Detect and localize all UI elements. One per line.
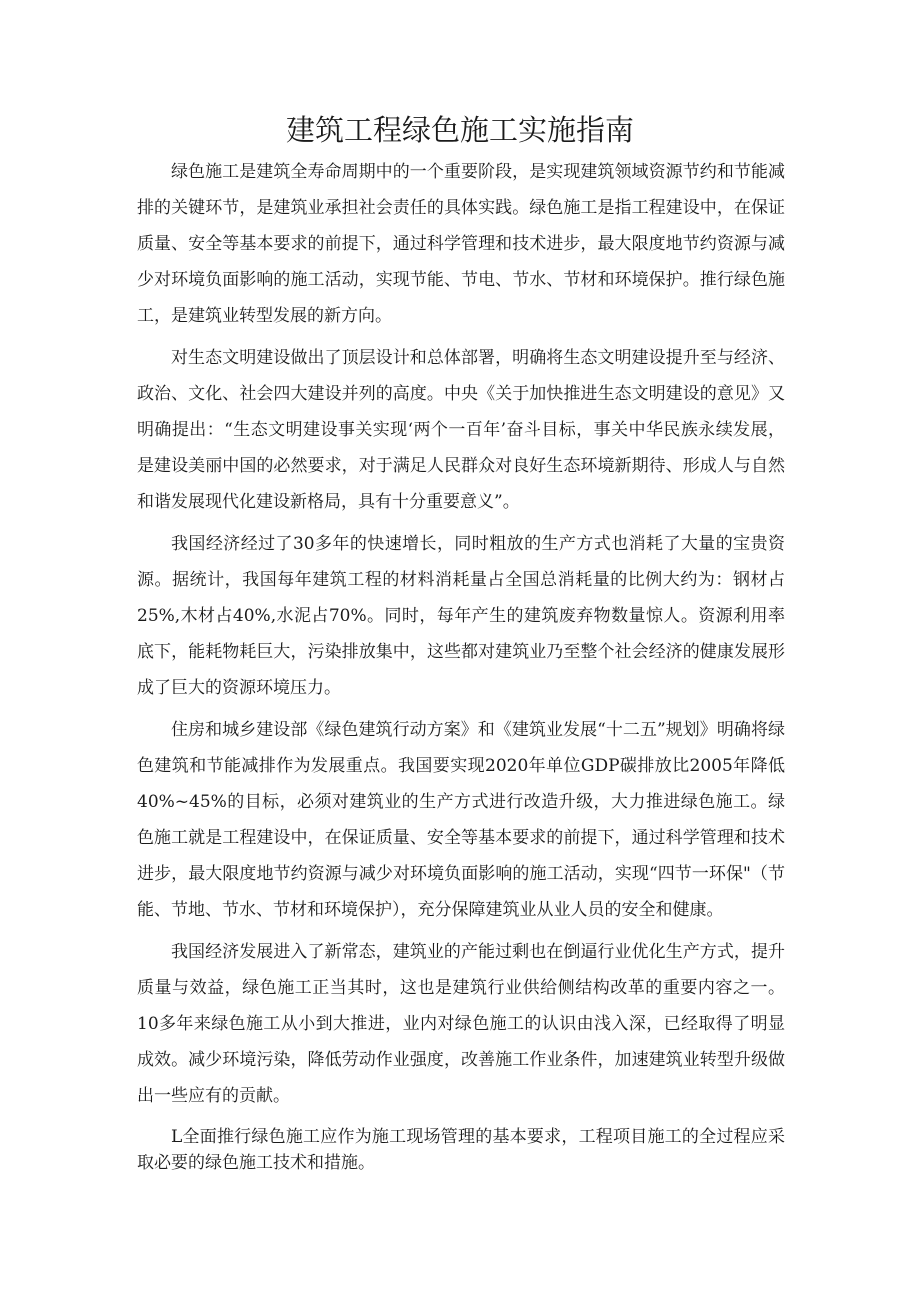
paragraph-6: L全面推行绿色施工应作为施工现场管理的基本要求，工程项目施工的全过程应采取必要的绿色施工技术和措施。 — [137, 1127, 785, 1173]
document-body — [137, 154, 785, 1182]
paragraph-3: 我国经济经过了30多年的快速增长，同时粗放的生产方式也消耗了大量的宝贵资源。据统计，我国每年建筑工程的材料消耗量占全国总消耗量的比例大约为：钢材占25%,木材占40%,水泥占70%。同时，每年产生的建筑废弃物数量惊人。资源利用率底下，能耗物耗巨大，污染排放集中，这些都对建筑业乃至整个社会经济的健康发展形成了巨大的资源环境压力。 — [137, 534, 785, 698]
paragraph-4: 住房和城乡建设部《绿色建筑行动方案》和《建筑业发展“十二五”规划》明确将绿色建筑和节能减排作为发展重点。我国要实现2020年单位GDP碳排放比2005年降低40%~45%的目标，必须对建筑业的生产方式进行改造升级，大力推进绿色施工。绿色施工就是工程建设中，在保证质量、安全等基本要求的前提下，通过科学管理和技术进步，最大限度地节约资源与减少对环境负面影响的施工活动，实现“四节一环保"（节能、节地、节水、节材和环境保护），充分保障建筑业从业人员的安全和健康。 — [137, 720, 785, 920]
paragraph-5: 我国经济发展进入了新常态，建筑业的产能过剩也在倒逼行业优化生产方式，提升质量与效益，绿色施工正当其时，这也是建筑行业供给侧结构改革的重要内容之一。10多年来绿色施工从小到大推进，业内对绿色施工的认识由浅入深，已经取得了明显成效。减少环境污染，降低劳动作业强度，改善施工作业条件，加速建筑业转型升级做出一些应有的贡献。 — [137, 942, 785, 1106]
paragraph-2: 对生态文明建设做出了顶层设计和总体部署，明确将生态文明建设提升至与经济、政治、文化、社会四大建设并列的高度。中央《关于加快推进生态文明建设的意见》又明确提出：“生态文明建设事关实现‘两个一百年’奋斗目标，事关中华民族永续发展，是建设美丽中国的必然要求，对于满足人民群众对良好生态环境新期待、形成人与自然和谐发展现代化建设新格局，具有十分重要意义”。 — [137, 348, 785, 512]
paragraph-1: 绿色施工是建筑全寿命周期中的一个重要阶段，是实现建筑领域资源节约和节能减排的关键环节，是建筑业承担社会责任的具体实践。绿色施工是指工程建设中，在保证质量、安全等基本要求的前提下，通过科学管理和技术进步，最大限度地节约资源与减少对环境负面影响的施工活动，实现节能、节电、节水、节材和环境保护。推行绿色施工，是建筑业转型发展的新方向。 — [137, 162, 785, 326]
document-title: 建筑工程绿色施工实施指南 — [285, 113, 634, 147]
